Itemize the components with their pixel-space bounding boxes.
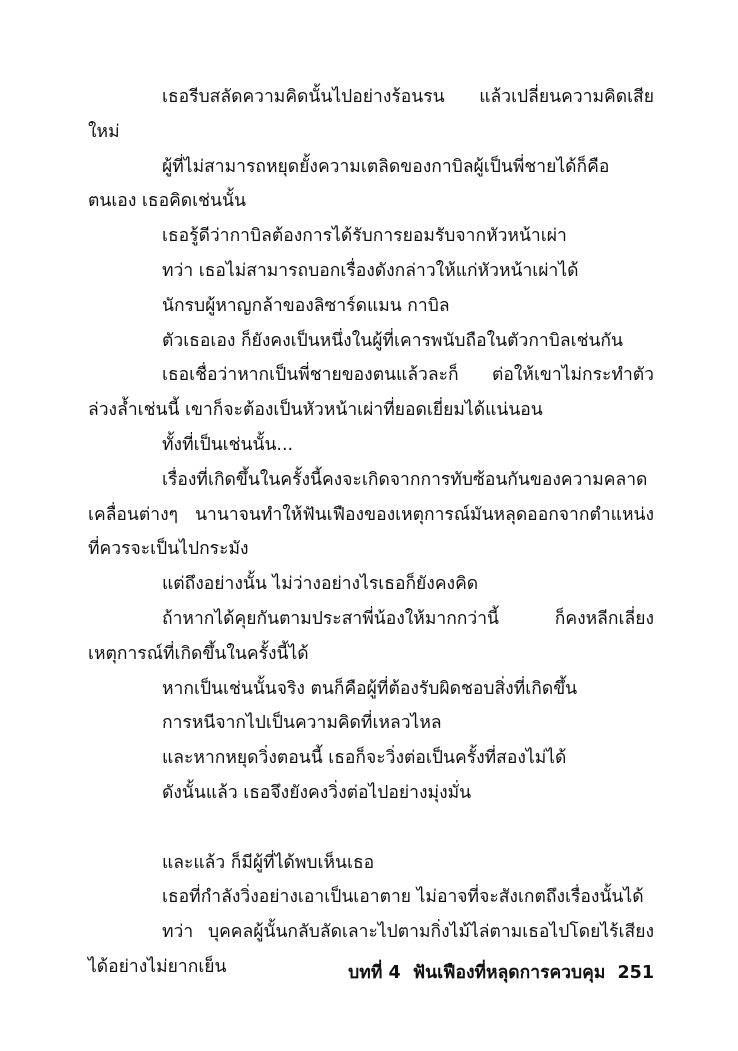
paragraph: ตัวเธอเอง ก็ยังคงเป็นหนึ่งในผู้ที่เคารพนับถือในตัวกาบิลเช่นกัน: [162, 330, 623, 351]
paragraph: หากเป็นเช่นนั้นจริง ตนก็คือผู้ที่ต้องรับผิดชอบสิ่งที่เกิดขึ้น: [162, 678, 578, 699]
paragraph: เธอเชื่อว่าหากเป็นพี่ชายของตนแล้วละก็ ต่อให้เขาไม่กระทำตัวล่วงล้ำเช่นนี้ เขาก็จะต้องเป็นหัวหน้าเผ่าที่ยอดเยี่ยมได้แน่นอน: [88, 365, 654, 421]
paragraph: ทั้งที่เป็นเช่นนั้น...: [162, 434, 294, 455]
chapter-label: บทที่ 4: [348, 963, 401, 983]
page-footer: [88, 958, 654, 986]
paragraph: เธอรู้ดีว่ากาบิลต้องการได้รับการยอมรับจากหัวหน้าเผ่า: [162, 226, 567, 247]
paragraph: และหากหยุดวิ่งตอนนี้ เธอก็จะวิ่งต่อเป็นครั้งที่สองไม่ได้: [162, 748, 567, 769]
paragraph: เธอที่กำลังวิ่งอย่างเอาเป็นเอาตาย ไม่อาจที่จะสังเกตถึงเรื่องนั้นได้: [162, 887, 644, 908]
scene-break: [88, 811, 654, 846]
paragraph: ทว่า บุคคลผู้นั้นกลับลัดเลาะไปตามกิ่งไม้ไล่ตามเธอไปโดยไร้เสียงได้อย่างไม่ยากเย็น: [88, 922, 654, 977]
paragraph: ผู้ที่ไม่สามารถหยุดยั้งความเตลิดของกาบิลผู้เป็นพี่ชายได้ก็คือตนเอง เธอคิดเช่นนั้น: [88, 156, 610, 212]
paragraph: ดังนั้นแล้ว เธอจึงยังคงวิ่งต่อไปอย่างมุ่งมั่น: [162, 782, 472, 803]
paragraph: ทว่า เธอไม่สามารถบอกเรื่องดังกล่าวให้แก่หัวหน้าเผ่าได้: [162, 260, 579, 281]
page-number: 251: [617, 963, 654, 983]
paragraph: นักรบผู้หาญกล้าของลิซาร์ดแมน กาบิล: [162, 295, 450, 316]
paragraph: ถ้าหากได้คุยกันตามประสาพี่น้องให้มากกว่านี้ ก็คงหลีกเลี่ยงเหตุการณ์ที่เกิดขึ้นในครั้งนี้ได้: [88, 608, 654, 664]
paragraph: เรื่องที่เกิดขึ้นในครั้งนี้คงจะเกิดจากการทับซ้อนกันของความคลาดเคลื่อนต่างๆ นานาจนทำให้ฟันเฟืองของเหตุการณ์มันหลุดออกจากตำแหน่งที่ควรจะเป็นไปกระมัง: [88, 469, 654, 560]
chapter-title: ฟันเฟืองที่หลุดการควบคุม: [412, 963, 606, 983]
paragraph: การหนีจากไปเป็นความคิดที่เหลวไหล: [162, 713, 442, 734]
paragraph: เธอรีบสลัดความคิดนั้นไปอย่างร้อนรน แล้วเปลี่ยนความคิดเสียใหม่: [88, 87, 654, 142]
paragraph: แต่ถึงอย่างนั้น ไม่ว่างอย่างไรเธอก็ยังคงคิด: [162, 574, 479, 595]
page-body: [88, 80, 654, 985]
paragraph: และแล้ว ก็มีผู้ที่ได้พบเห็นเธอ: [162, 852, 375, 873]
